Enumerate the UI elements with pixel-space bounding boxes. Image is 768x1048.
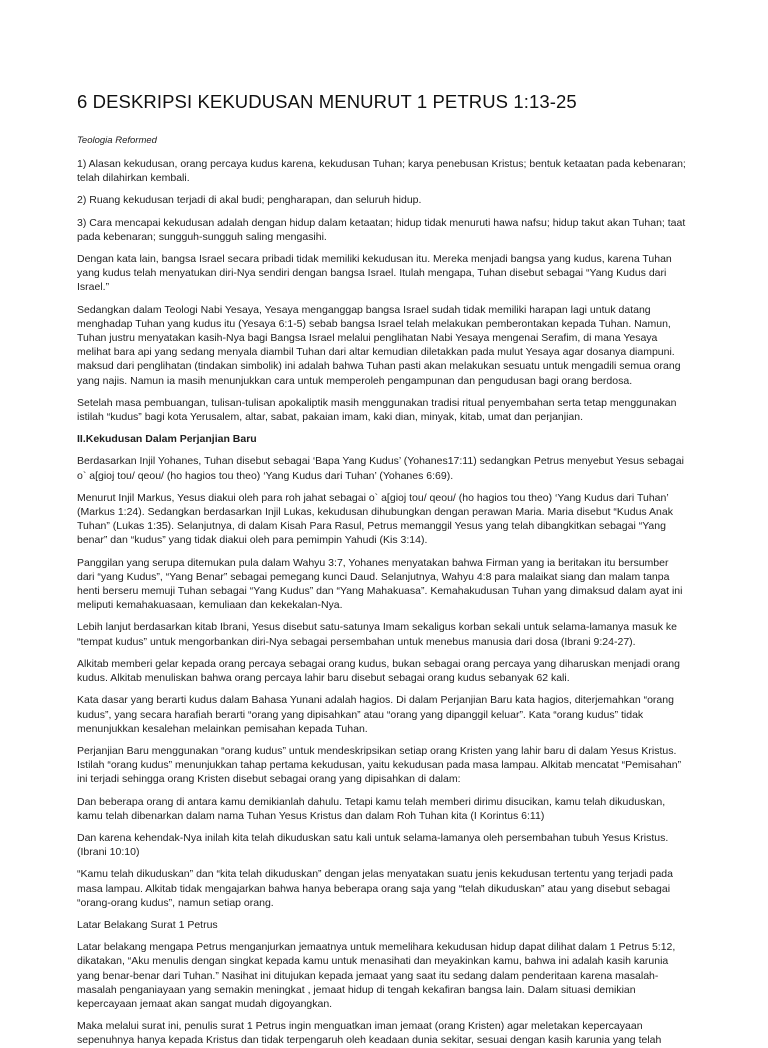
paragraph-hebrews: Lebih lanjut berdasarkan kitab Ibrani, Yesus disebut satu-satunya Imam sekaligus korban sekali untuk selama-lamanya masuk ke “tempat kudus” untuk mengorbankan diri-Nya sebagai persembahan untuk menebus manusia dari dosa (Ibrani 9:24-27). — [77, 621, 677, 648]
paragraph-reason: 1) Alasan kekudusan, orang percaya kudus karena, kekudusan Tuhan; karya penebusan Kristus; bentuk ketaatan pada kebenaran; telah dilahirkan kembali. — [77, 158, 686, 185]
section-heading-background: Latar Belakang Surat 1 Petrus — [77, 918, 218, 931]
paragraph-hagios: Kata dasar yang berarti kudus dalam Bahasa Yunani adalah hagios. Di dalam Perjanjian Baru kata hagios, diterjemahkan “orang kudus”, yang secara harafiah berarti “orang yang dipisahkan” atau “orang yang dipanggil keluar”. Kata “orang kudus” tidak menunjukkan kesalehan melainkan pemisahan kepada Tuhan. — [77, 694, 674, 735]
page-title: 6 DESKRIPSI KEKUDUSAN MENURUT 1 PETRUS 1:13-25 — [77, 91, 577, 112]
paragraph-corinthians: Dan beberapa orang di antara kamu demikianlah dahulu. Tetapi kamu telah memberi dirimu disucikan, kamu telah dikuduskan, kamu telah dibenarkan dalam nama Tuhan Yesus Kristus dan dalam Roh Tuhan kita (I Korintus 6:11) — [77, 795, 666, 822]
paragraph-separation: Perjanjian Baru menggunakan “orang kudus” untuk mendeskripsikan setiap orang Kristen yang lahir baru di dalam Yesus Kristus. Istilah “orang kudus” menunjukkan tahap pertama kekudusan, yaitu kekudusan pada masa lampau. Alkitab mencatat “Pemisahan” ini terjadi sehingga orang Kristen disebut sebagai orang yang dipisahkan di dalam: — [77, 744, 682, 786]
paragraph-revelation: Panggilan yang serupa ditemukan pula dalam Wahyu 3:7, Yohanes menyatakan bahwa Firman yang ia beritakan itu bersumber dari “yang Kudus”, “Yang Benar” sebagai pemegang kunci Daud. Selanjutnya, Wahyu 4:8 para malaikat siang dan malam tanpa henti berseru memuji Tuhan sebagai “Yang Kudus” dan “Yang Mahakuasa”. Kemahakudusan Tuhan yang dimaksud dalam ayat ini meliputi kemahakuasaan, kemuliaan dan kekekalan-Nya. — [77, 556, 683, 612]
section-heading-new-testament: II.Kekudusan Dalam Perjanjian Baru — [77, 433, 257, 446]
paragraph-exile: Setelah masa pembuangan, tulisan-tulisan apokaliptik masih menggunakan tradisi ritual penyembahan serta tetap menggunakan istilah “kudus” bagi kota Yerusalem, altar, sabat, pakaian imam, kaki dian, minyak, kitab, umat dan perjanjian. — [77, 396, 677, 424]
paragraph-background: Latar belakang mengapa Petrus menganjurkan jemaatnya untuk memelihara kekudusan hidup dapat dilihat dalam 1 Petrus 5:12, dikatakan, “Aku menulis dengan singkat kepada kamu untuk menasihati dan meyakinkan kamu, bahwa ini adalah kasih karunia yang benar-benar dari Tuhan.” Nasihat ini ditujukan kepada jemaat yang saat itu sedang dalam penderitaan karena masalah-masalah penganiayaan yang semakin meningkat , jemaat hidup di tengah kekafiran bangsa lain. Dalam situasi demikian kepercayaan jemaat akan sangat mudah digoyangkan. — [77, 941, 676, 1010]
paragraph-hebrews-10: Dan karena kehendak-Nya inilah kita telah dikuduskan satu kali untuk selama-lamanya oleh persembahan tubuh Yesus Kristus. (Ibrani 10:10) — [77, 831, 669, 859]
paragraph-saints-title: Alkitab memberi gelar kepada orang percaya sebagai orang kudus, bukan sebagai orang percaya yang diharuskan menjadi orang kudus. Alkitab menuliskan bahwa orang percaya lahir baru disebut sebagai orang kudus sebanyak 62 kali. — [77, 657, 680, 685]
paragraph-sanctified: “Kamu telah dikuduskan” dan “kita telah dikuduskan” dengan jelas menyatakan suatu jenis kekudusan tertentu yang terjadi pada masa lampau. Alkitab tidak mengajarkan bahwa hanya beberapa orang saja yang “telah dikuduskan” atau yang disebut sebagai “orang-orang kudus”, namun setiap orang. — [77, 868, 673, 909]
paragraph-israel: Dengan kata lain, bangsa Israel secara pribadi tidak memiliki kekudusan itu. Mereka menjadi bangsa yang kudus, karena Tuhan yang kudus telah menyatukan diri-Nya sendiri dengan bangsa Israel. Itulah mengapa, Tuhan disebut sebagai “Yang Kudus dari Israel.” — [77, 253, 672, 294]
category-label: Teologia Reformed — [77, 135, 157, 146]
paragraph-isaiah: Sedangkan dalam Teologi Nabi Yesaya, Yesaya menganggap bangsa Israel sudah tidak memiliki harapan lagi untuk datang menghadap Tuhan yang kudus itu (Yesaya 6:1-5) sebab bangsa Israel telah melakukan pemberontakan kepada Tuhan. Namun, Tuhan justru menyatakan kasih-Nya bagi Bangsa Israel melalui penglihatan Nabi Yesaya mengenai Serafim, di mana Yesaya melihat bara api yang sedang menyala diambil Tuhan dari altar kemudian diletakkan pada mulut Yesaya agar dosanya diampuni. maksud dari penglihatan (tindakan simbolik) ini adalah bahwa Tuhan pasti akan melakukan sesuatu untuk mengadili semua orang yang najis. Namun ia masih menunjukkan cara untuk memperoleh pengampunan dan pengudusan bagi orang berdosa. — [77, 303, 681, 387]
paragraph-mark: Menurut Injil Markus, Yesus diakui oleh para roh jahat sebagai o` a[gioj tou/ qeou/ (ho hagios tou theo) ‘Yang Kudus dari Tuhan’ (Markus 1:24). Sedangkan berdasarkan Injil Lukas, kekudusan dihubungkan dengan perawan Maria. Maria disebut “Kudus Anak Tuhan” (Lukas 1:35). Selanjutnya, di dalam Kisah Para Rasul, Petrus memanggil Yesus yang telah dibangkitkan sebagai “Yang benar” dan “kudus” yang tidak diakui oleh para pemimpin Yahudi (Kis 3:14). — [77, 491, 673, 547]
paragraph-method: 3) Cara mencapai kekudusan adalah dengan hidup dalam ketaatan; hidup tidak menuruti hawa nafsu; hidup takut akan Tuhan; taat pada kebenaran; sungguh-sungguh saling mengasihi. — [77, 216, 686, 243]
paragraph-space: 2) Ruang kekudusan terjadi di akal budi; pengharapan, dan seluruh hidup. — [77, 194, 422, 207]
paragraph-conclusion: Maka melalui surat ini, penulis surat 1 Petrus ingin menguatkan iman jemaat (orang Kristen) agar meletakan kepercayaan sepenuhnya hanya kepada Kristus dan tidak terpengaruh oleh keadaan dunia sekitar, sesuai dengan kasih karunia yang telah — [77, 1020, 662, 1047]
paragraph-john: Berdasarkan Injil Yohanes, Tuhan disebut sebagai ‘Bapa Yang Kudus’ (Yohanes17:11) sedangkan Petrus menyebut Yesus sebagai o` a[gioj tou/ qeou/ (ho hagios tou theo) ‘Yang Kudus dari Tuhan’ (Yohanes 6:69). — [77, 455, 684, 482]
